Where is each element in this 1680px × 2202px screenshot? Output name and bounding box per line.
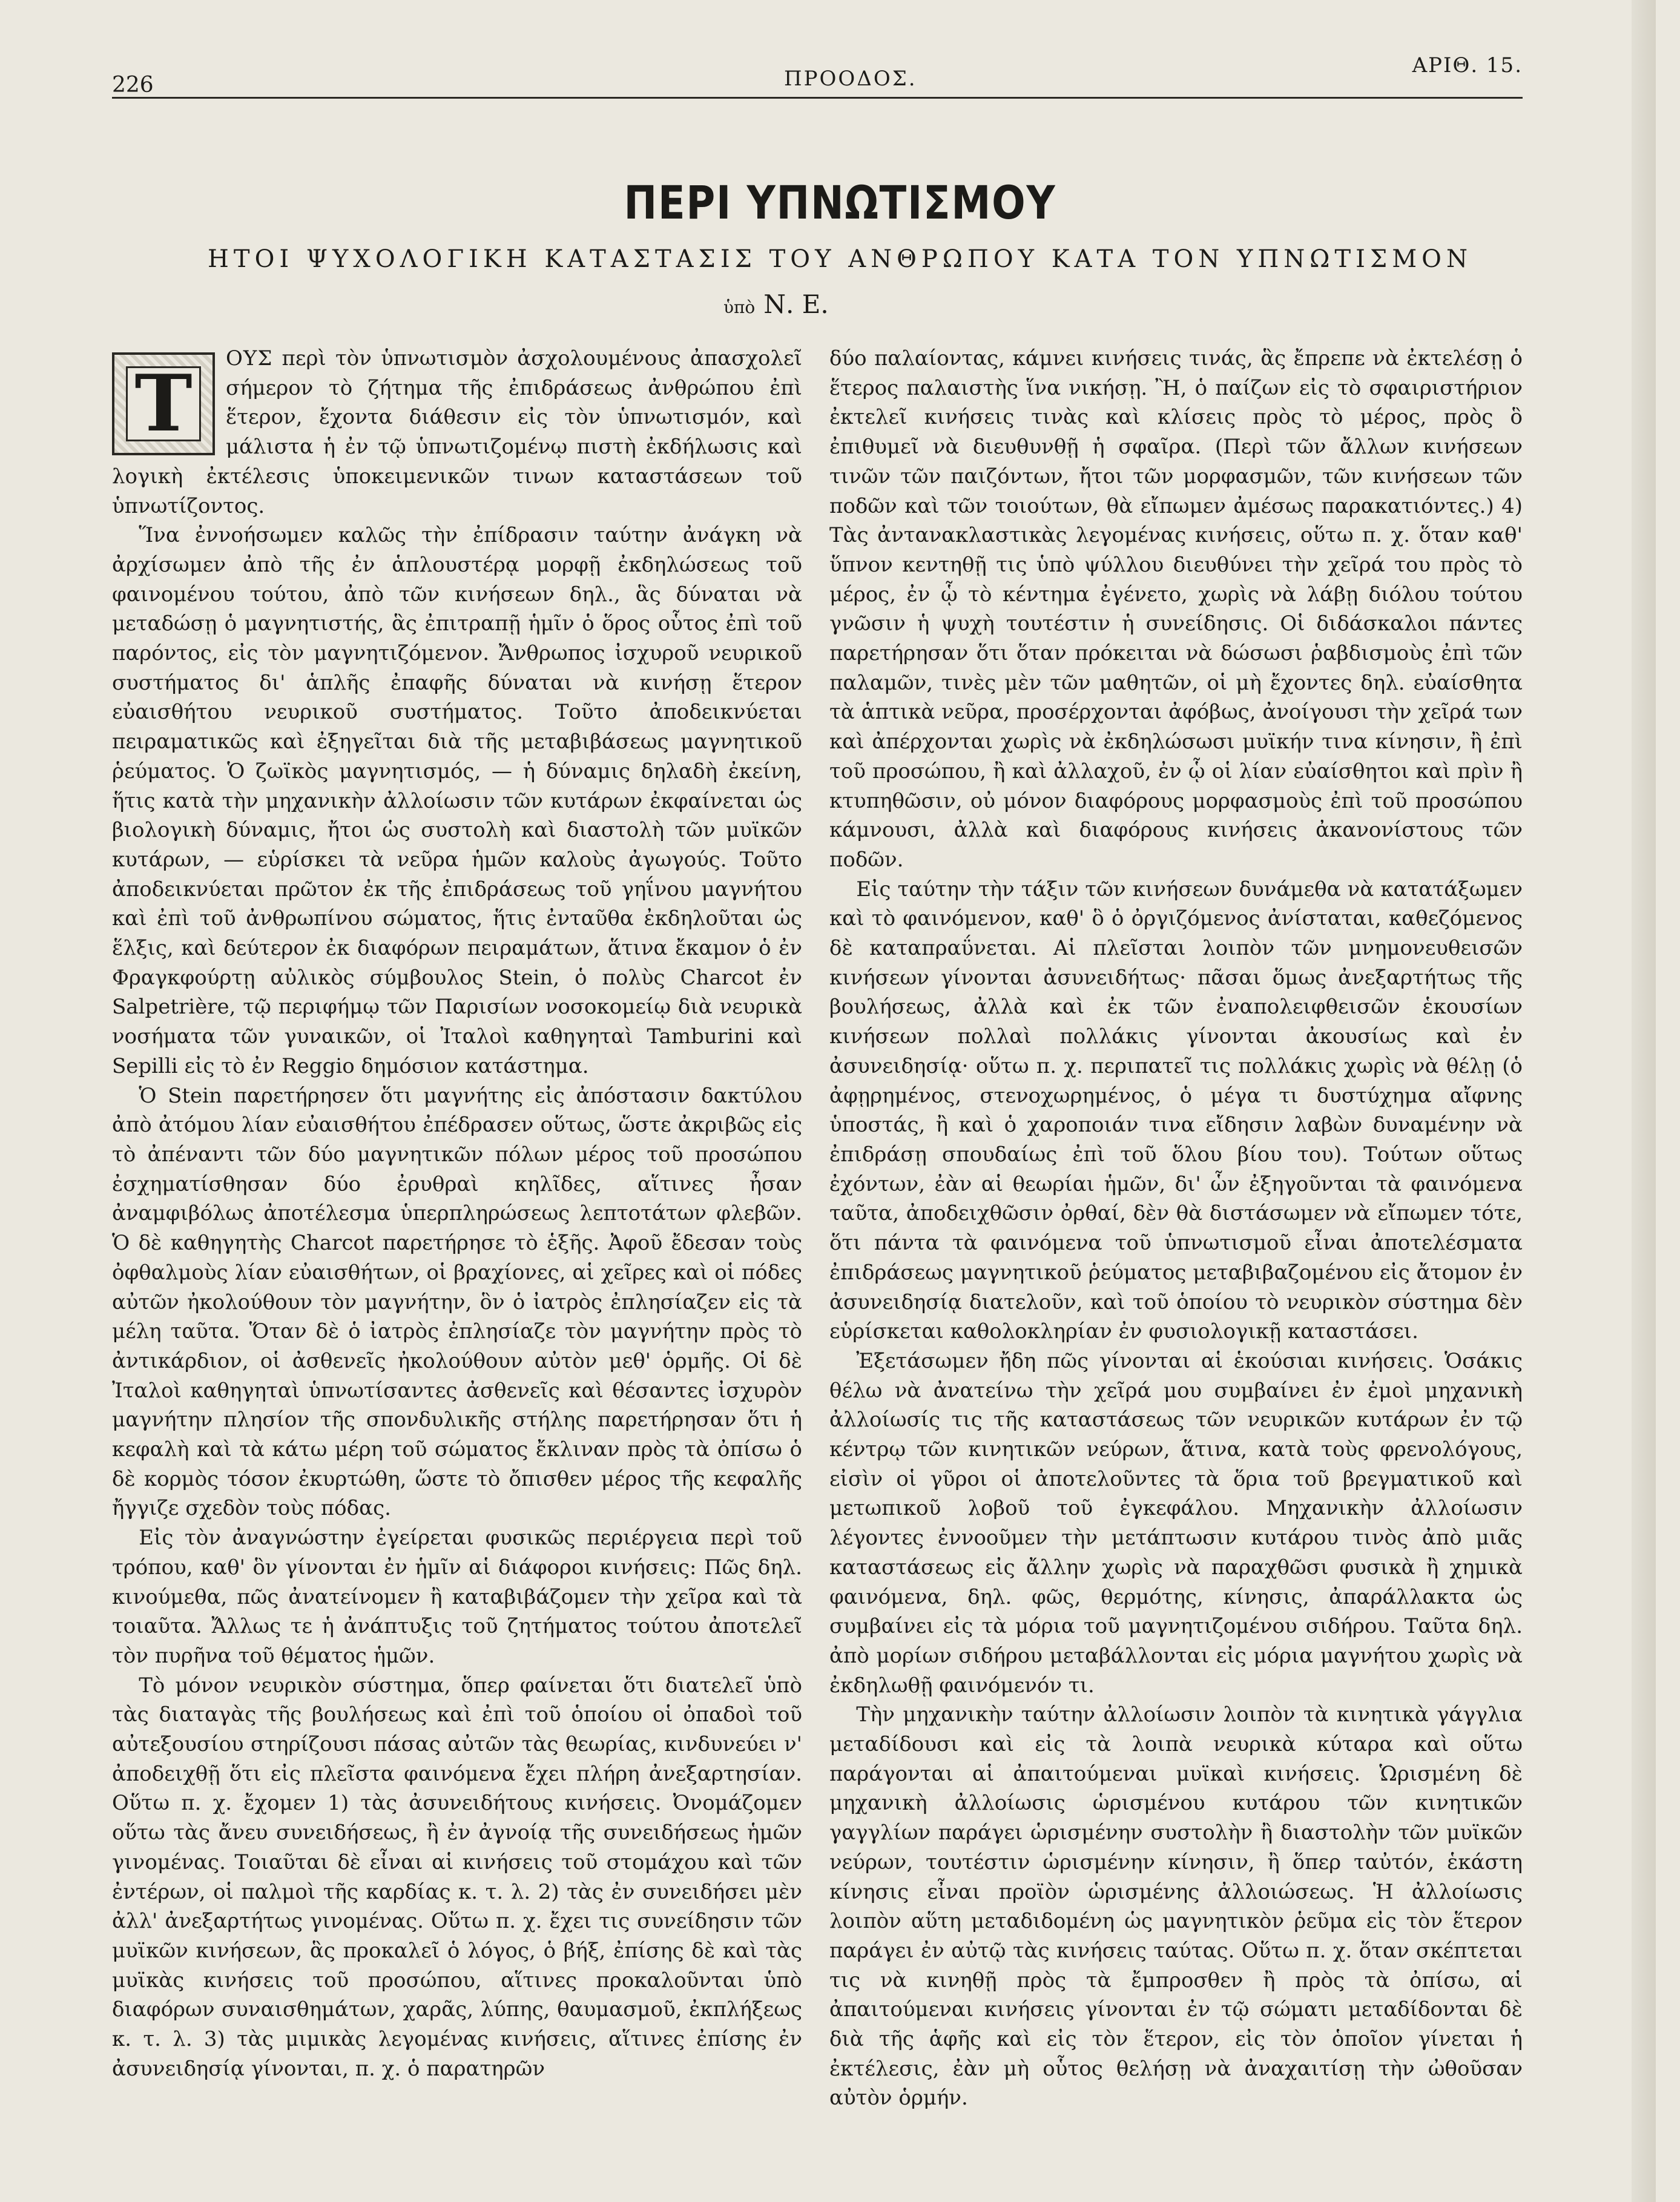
article-subtitle: ΗΤΟΙ ΨΥΧΟΛΟΓΙΚΗ ΚΑΤΑΣΤΑΣΙΣ ΤΟΥ ΑΝΘΡΩΠΟΥ ΚΑΤΑ ΤΟΝ ΥΠΝΩΤΙΣΜΟΝ <box>208 245 1472 273</box>
page-number: 226 <box>112 73 154 97</box>
header-rule <box>112 97 1523 99</box>
article-title: ΠΕΡΙ ΥΠΝΩΤΙΣΜΟΥ <box>624 176 1056 229</box>
byline <box>723 289 829 319</box>
paragraph: Τὴν μηχανικὴν ταύτην ἀλλοίωσιν λοιπὸν τὰ κινητικὰ γάγγλια μεταδίδουσι καὶ εἰς τὰ λοιπὰ νευρικὰ κύταρα καὶ οὕτω παράγονται αἱ ἀπαιτούμεναι μυϊκαὶ κινήσεις. Ὡρισμένη δὲ μηχανικὴ ἀλλοίωσις ὡρισμένου κυτάρου τῶν κινητικῶν γαγγλίων παράγει ὡρισμένην συστολὴν ἢ διαστολὴν τῶν μυϊκῶν νεύρων, τουτέστιν ὡρισμένην κίνησιν, ἢ ὅπερ ταὐτόν, ἑκάστη κίνησις εἶναι προϊὸν ὡρισμένης ἀλλοιώσεως. Ἡ ἀλλοίωσις λοιπὸν αὕτη μεταδιδομένη ὡς μαγνητικὸν ῥεῦμα εἰς τὸν ἕτερον παράγει ἐν αὐτῷ τὰς κινήσεις ταύτας. Οὕτω π. χ. ὅταν σκέπτεται τις νὰ κινηθῇ πρὸς τὰ ἔμπροσθεν ἢ πρὸς τὰ ὀπίσω, αἱ ἀπαιτούμεναι κινήσεις γίνονται ἐν τῷ σώματι μεταδίδονται δὲ διὰ τῆς ἁφῆς καὶ εἰς τὸν ἕτερον, εἰς τὸν ὁποῖον γίνεται ἡ ἐκτέλεσις, ἐὰν μὴ οὗτος θελήσῃ νὰ ἀναχαιτίσῃ τὴν ὠθοῦσαν αὐτὸν ὁρμήν. <box>829 1703 1523 2111</box>
left-column <box>112 344 802 2083</box>
running-head <box>112 48 1523 97</box>
drop-cap-letter: Τ <box>126 366 201 441</box>
paragraph: Εἰς ταύτην τὴν τάξιν τῶν κινήσεων δυνάμεθα νὰ κατατάξωμεν καὶ τὸ φαινόμενον, καθ' ὃ ὁ ὀργιζόμενος ἀνίσταται, καθεζόμενος δὲ καταπραΰνεται. Αἱ πλεῖσται λοιπὸν τῶν μνημονευθεισῶν κινήσεων γίνονται ἀσυνειδήτως· πᾶσαι ὅμως ἀνεξαρτήτως τῆς βουλήσεως, ἀλλὰ καὶ ἐκ τῶν ἐναπολειφθεισῶν ἑκουσίων κινήσεων πολλαὶ πολλάκις γίνονται ἀκουσίως καὶ ἐν ἀσυνειδησίᾳ· οὕτω π. χ. περιπατεῖ τις πολλάκις χωρὶς νὰ θέλῃ (ὁ ἀφῃρημένος, στενοχωρημένος, ὁ μέγα τι δυστύχημα αἴφνης ὑποστάς, ἢ καὶ ὁ χαροποιάν τινα εἴδησιν λαβὼν δυναμένην νὰ ἐπιδράσῃ σπουδαίως ἐπὶ τοῦ ὅλου βίου του). Τούτων οὕτως ἐχόντων, ἐὰν αἱ θεωρίαι ἡμῶν, δι' ὧν ἐξηγοῦνται τὰ φαινόμενα ταῦτα, ἀποδειχθῶσιν ὀρθαί, δὲν θὰ διστάσωμεν νὰ εἴπωμεν τότε, ὅτι πάντα τὰ φαινόμενα τοῦ ὑπνωτισμοῦ εἶναι ἀποτελέσματα ἐπιδράσεως μαγνητικοῦ ῥεύματος μεταβιβαζομένου εἰς ἄτομον ἐν ἀσυνειδησίᾳ διατελοῦν, καὶ τοῦ ὁποίου τὸ νευρικὸν σύστημα δὲν εὑρίσκεται καθολοκληρίαν ἐν φυσιολογικῇ καταστάσει. <box>829 877 1523 1344</box>
byline-prefix: ὑπὸ <box>723 297 756 317</box>
drop-cap-ornament <box>112 352 215 455</box>
paragraph-text: περὶ τὸν ὑπνωτισμὸν ἀσχολουμένους ἀπασχολεῖ σήμερον τὸ ζήτημα τῆς ἐπιδράσεως ἀνθρώπου ἐπὶ ἕτερον, ἔχοντα διάθεσιν εἰς τὸν ὑπνωτισμόν, καὶ μάλιστα ἡ ἐν τῷ ὑπνωτιζομένῳ πιστὴ ἐκδήλωσις καὶ λογικὴ ἐκτέλεσις ὑποκειμενικῶν τινων καταστάσεων τοῦ ὑπνωτίζοντος. <box>112 346 803 518</box>
paragraph: Ἐξετάσωμεν ἤδη πῶς γίνονται αἱ ἑκούσιαι κινήσεις. Ὁσάκις θέλω νὰ ἀνατείνω τὴν χεῖρά μου συμβαίνει ἐν ἐμοὶ μηχανικὴ ἀλλοίωσίς τις τῆς καταστάσεως τῶν νευρικῶν κυτάρων ἐν τῷ κέντρῳ τῶν κινητικῶν νεύρων, ἅτινα, κατὰ τοὺς φρενολόγους, εἰσὶν οἱ γῦροι οἱ ἀποτελοῦντες τὰ ὅρια τοῦ βρεγματικοῦ καὶ μετωπικοῦ λοβοῦ τοῦ ἐγκεφάλου. Μηχανικὴν ἀλλοίωσιν λέγοντες ἐννοοῦμεν τὴν μετάπτωσιν κυτάρου τινὸς ἀπὸ μιᾶς καταστάσεως εἰς ἄλλην χωρὶς νὰ παραχθῶσι φυσικὰ ἢ χημικὰ φαινόμενα, δηλ. φῶς, θερμότης, κίνησις, ἀπαράλλακτα ὡς συμβαίνει εἰς τὰ μόρια τοῦ μαγνητιζομένου σιδήρου. Ταῦτα δηλ. ἀπὸ μορίων σιδήρου μεταβάλλονται εἰς μόρια μαγνήτου χωρὶς νὰ ἐκδηλωθῇ φαινόμενόν τι. <box>829 1348 1523 1698</box>
journal-title: ΠΡΟΟΔΟΣ. <box>784 67 917 91</box>
paragraph: Τὸ μόνον νευρικὸν σύστημα, ὅπερ φαίνεται ὅτι διατελεῖ ὑπὸ τὰς διαταγὰς τῆς βουλήσεως καὶ ἐπὶ τοῦ ὁποίου οἱ ὀπαδοὶ τοῦ αὐτεξουσίου στηρίζουσι πάσας αὐτῶν τὰς θεωρίας, κινδυνεύει ν' ἀποδειχθῇ ὅτι εἰς πλεῖστα φαινόμενα ἔχει πλήρη ἀνεξαρτησίαν. Οὕτω π. χ. ἔχομεν 1) τὰς ἀσυνειδήτους κινήσεις. Ὀνομάζομεν οὕτω τὰς ἄνευ συνειδήσεως, ἢ ἐν ἀγνοίᾳ τῆς συνειδήσεως ἡμῶν γινομένας. Τοιαῦται δὲ εἶναι αἱ κινήσεις τοῦ στομάχου καὶ τῶν ἐντέρων, οἱ παλμοὶ τῆς καρδίας κ. τ. λ. 2) τὰς ἐν συνειδήσει μὲν ἀλλ' ἀνεξαρτήτως γινομένας. Οὕτω π. χ. ἔχει τις συνείδησιν τῶν μυϊκῶν κινήσεων, ἃς προκαλεῖ ὁ λόγος, ὁ βήξ, ἐπίσης δὲ καὶ τὰς μυϊκὰς κινήσεις τοῦ προσώπου, αἵτινες προκαλοῦνται ὑπὸ διαφόρων συναισθημάτων, χαρᾶς, λύπης, θαυμασμοῦ, ἐκπλήξεως κ. τ. λ. 3) τὰς μιμικὰς λεγομένας κινήσεις, αἵτινες ἐπίσης ἐν ἀσυνειδησίᾳ γίνονται, π. χ. ὁ παρατηρῶν <box>112 1673 802 2081</box>
paragraph: Εἰς τὸν ἀναγνώστην ἐγείρεται φυσικῶς περιέργεια περὶ τοῦ τρόπου, καθ' ὃν γίνονται ἐν ἡμῖν αἱ διάφοροι κινήσεις: Πῶς δηλ. κινούμεθα, πῶς ἀνατείνομεν ἢ καταβιβάζομεν τὴν χεῖρα καὶ τὰ τοιαῦτα. Ἄλλως τε ἡ ἀνάπτυξις τοῦ ζητήματος τούτου ἀποτελεῖ τὸν πυρῆνα τοῦ θέματος ἡμῶν. <box>112 1526 802 1668</box>
author: Ν. Ε. <box>763 289 829 319</box>
drop-cap-rest: ΟΥΣ <box>226 346 273 371</box>
issue-number: ΑΡΙΘ. 15. <box>1412 53 1523 77</box>
paragraph <box>112 344 802 521</box>
paragraph: Ἵνα ἐννοήσωμεν καλῶς τὴν ἐπίδρασιν ταύτην ἀνάγκη νὰ ἀρχίσωμεν ἀπὸ τῆς ἐν ἁπλουστέρᾳ μορφῇ ἐκδηλώσεως τοῦ φαινομένου τούτου, ἀπὸ τῶν κινήσεων δηλ., ἃς δύναται νὰ μεταδώσῃ ὁ μαγνητιστής, ἃς ἐπιτραπῇ ἡμῖν ὁ ὅρος οὗτος ἐπὶ τοῦ παρόντος, εἰς τὸν μαγνητιζόμενον. Ἄνθρωπος ἰσχυροῦ νευρικοῦ συστήματος δι' ἁπλῆς ἐπαφῆς δύναται νὰ κινήσῃ ἕτερον εὐαισθήτου νευρικοῦ συστήματος. Τοῦτο ἀποδεικνύεται πειραματικῶς καὶ ἐξηγεῖται διὰ τῆς μεταβιβάσεως μαγνητικοῦ ῥεύματος. Ὁ ζωϊκὸς μαγνητισμός, — ἡ δύναμις δηλαδὴ ἐκείνη, ἥτις κατὰ τὴν μηχανικὴν ἀλλοίωσιν τῶν κυτάρων ἐκφαίνεται ὡς βιολογικὴ δύναμις, ἤτοι ὡς συστολὴ καὶ διαστολὴ τῶν μυϊκῶν κυτάρων, — εὑρίσκει τὰ νεῦρα ἡμῶν καλοὺς ἀγωγούς. Τοῦτο ἀποδεικνύεται πρῶτον ἐκ τῆς ἐπιδράσεως τοῦ γηΐνου μαγνήτου καὶ ἐπὶ τοῦ ἀνθρωπίνου σώματος, ἥτις ἐνταῦθα ἐκδηλοῦται ὡς ἕλξις, καὶ δεύτερον ἐκ διαφόρων πειραμάτων, ἅτινα ἔκαμον ὁ ἐν Φραγκφούρτῃ αὐλικὸς σύμβουλος Stein, ὁ πολὺς Charcot ἐν Salpetrière, τῷ περιφήμῳ τῶν Παρισίων νοσοκομείῳ διὰ νευρικὰ νοσήματα τῶν γυναικῶν, οἱ Ἰταλοὶ καθηγηταὶ Tamburini καὶ Sepilli εἰς τὸ ἐν Reggio δημόσιον κατάστημα. <box>112 523 802 1078</box>
page-edge <box>1632 0 1656 2202</box>
paragraph: δύο παλαίοντας, κάμνει κινήσεις τινάς, ἃς ἔπρεπε νὰ ἐκτελέσῃ ὁ ἕτερος παλαιστὴς ἵνα νικήσῃ. Ἢ, ὁ παίζων εἰς τὸ σφαιριστήριον ἐκτελεῖ κινήσεις τινὰς καὶ κλίσεις πρὸς τὸ μέρος, πρὸς ὃ ἐπιθυμεῖ νὰ διευθυνθῇ ἡ σφαῖρα. (Περὶ τῶν ἄλλων κινήσεων τινῶν τῶν παιζόντων, ἤτοι τῶν μορφασμῶν, τῶν κινήσεων τῶν ποδῶν καὶ τῶν τοιούτων, θὰ εἴπωμεν ἀμέσως παρακατιόντες.) 4) Τὰς ἀντανακλαστικὰς λεγομένας κινήσεις, οὕτω π. χ. ὅταν καθ' ὕπνον κεντηθῇ τις ὑπὸ ψύλλου διευθύνει τὴν χεῖρά του πρὸς τὸ μέρος, ἐν ᾧ τὸ κέντημα ἐγένετο, χωρὶς νὰ λάβῃ διόλου τούτου γνῶσιν ἡ ψυχὴ τουτέστιν ἡ συνείδησις. Οἱ διδάσκαλοι πάντες παρετήρησαν ὅτι ὅταν πρόκειται νὰ δώσωσι ῥαβδισμοὺς ἐπὶ τῶν παλαμῶν, τινὲς μὲν τῶν μαθητῶν, οἱ μὴ ἔχοντες δηλ. εὐαίσθητα τὰ ἁπτικὰ νεῦρα, προσέρχονται ἀφόβως, ἀνοίγουσι τὴν χεῖρά των καὶ ἀπέρχονται χωρὶς νὰ ἐκδηλώσωσι μυϊκήν τινα κίνησιν, ἢ ἐπὶ τοῦ προσώπου, ἢ καὶ ἀλλαχοῦ, ἐν ᾧ οἱ λίαν εὐαίσθητοι καὶ πρὶν ἢ κτυπηθῶσιν, οὐ μόνον διαφόρους μορφασμοὺς ἐπὶ τοῦ προσώπου κάμνουσι, ἀλλὰ καὶ διαφόρους κινήσεις ἀκανονίστους τῶν ποδῶν. <box>829 346 1523 872</box>
right-column <box>829 344 1523 2113</box>
paragraph: Ὁ Stein παρετήρησεν ὅτι μαγνήτης εἰς ἀπόστασιν δακτύλου ἀπὸ ἀτόμου λίαν εὐαισθήτου ἐπέδρασεν οὕτως, ὥστε ἀκριβῶς εἰς τὸ ἀπέναντι τῶν δύο μαγνητικῶν πόλων μέρος τοῦ προσώπου ἐσχηματίσθησαν δύο ἐρυθραὶ κηλῖδες, αἵτινες ἦσαν ἀναμφιβόλως ἀποτέλεσμα ὑπερπληρώσεως λεπτοτάτων φλεβῶν. Ὁ δὲ καθηγητὴς Charcot παρετήρησε τὸ ἑξῆς. Ἀφοῦ ἔδεσαν τοὺς ὀφθαλμοὺς λίαν εὐαισθήτων, οἱ βραχίονες, αἱ χεῖρες καὶ οἱ πόδες αὐτῶν ἠκολούθουν τὸν μαγνήτην, ὃν ὁ ἰατρὸς ἐπλησίαζεν εἰς τὰ μέλη ταῦτα. Ὅταν δὲ ὁ ἰατρὸς ἐπλησίαζε τὸν μαγνήτην πρὸς τὸ ἀντικάρδιον, οἱ ἀσθενεῖς ἠκολούθουν αὐτὸν μεθ' ὁρμῆς. Οἱ δὲ Ἰταλοὶ καθηγηταὶ ὑπνωτίσαντες ἀσθενεῖς καὶ θέσαντες ἰσχυρὸν μαγνήτην πλησίον τῆς σπονδυλικῆς στήλης παρετήρησαν ὅτι ἡ κεφαλὴ καὶ τὰ κάτω μέρη τοῦ σώματος ἔκλιναν πρὸς τὰ ὀπίσω ὁ δὲ κορμὸς τόσον ἐκυρτώθη, ὥστε τὸ ὄπισθεν μέρος τῆς κεφαλῆς ἤγγιζε σχεδὸν τοὺς πόδας. <box>112 1083 802 1521</box>
